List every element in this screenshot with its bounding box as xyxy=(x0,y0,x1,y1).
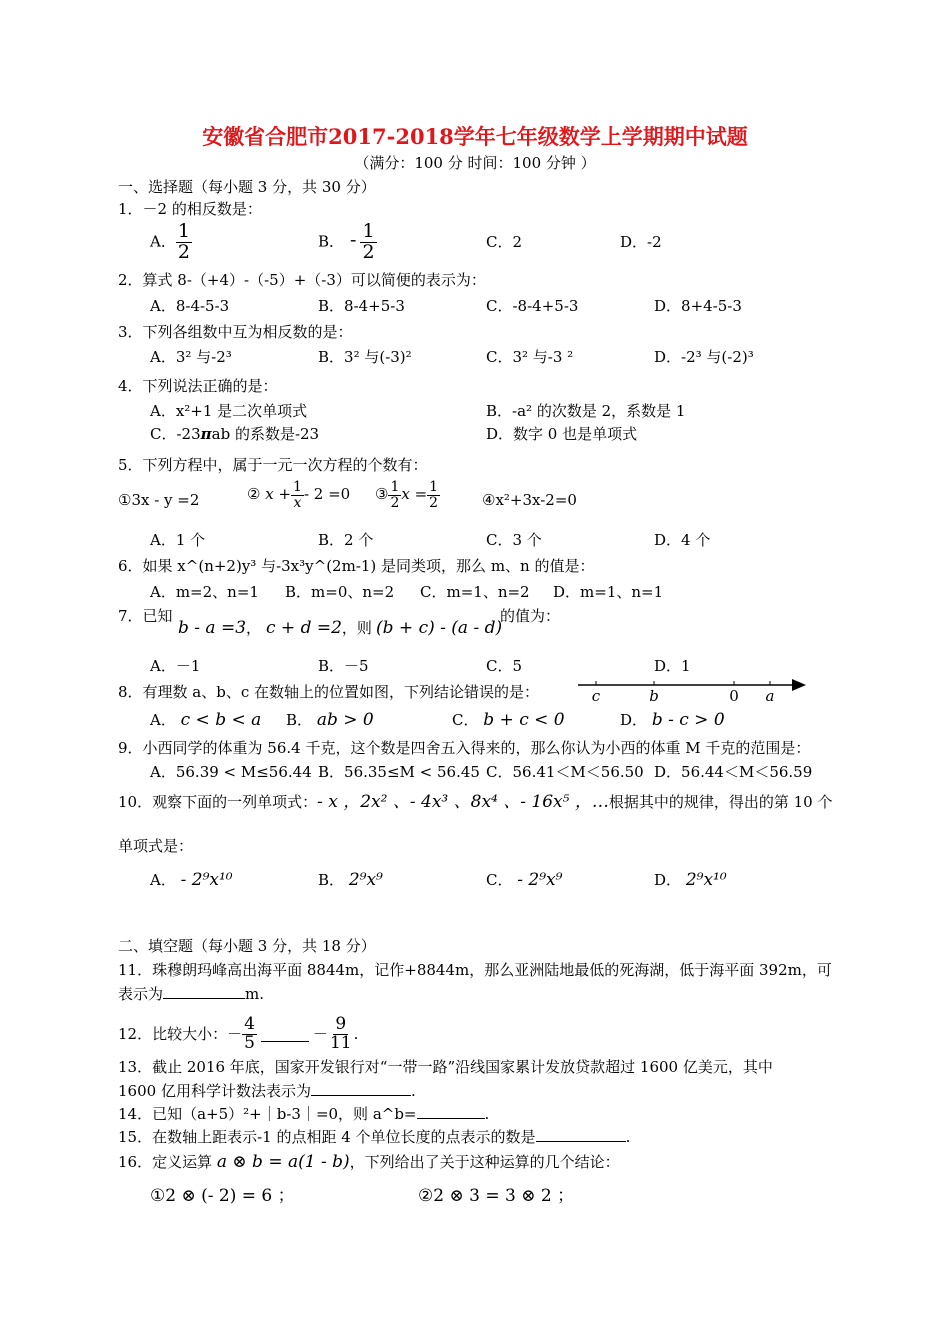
number-line-label-b: b xyxy=(649,687,659,705)
question-1-stem: 1．－2 的相反数是： xyxy=(118,200,262,218)
question-3-option-c: C．3² 与-3 ² xyxy=(486,348,574,366)
question-9-option-c: C．56.41＜M＜56.50 xyxy=(486,763,644,781)
question-7-expression-2: c + d =2，则 xyxy=(266,618,372,638)
question-2-option-a: A．8-4-5-3 xyxy=(150,297,230,315)
question-5-option-d: D．4 个 xyxy=(654,531,711,549)
number-line-label-0: 0 xyxy=(729,687,739,705)
question-3-option-b: B．3² 与(-3)² xyxy=(318,348,412,366)
question-4-option-a: A．x²+1 是二次单项式 xyxy=(150,402,308,420)
question-8-option-d: D． b - c > 0 xyxy=(620,710,725,730)
question-7-option-d: D．1 xyxy=(654,657,691,675)
question-5-equation-2: ② x + $\frac{1}{x}$ - 2 =0 xyxy=(247,479,351,511)
question-5-equation-1: ①3x - y =2 xyxy=(118,491,200,509)
question-11-line-1: 11．珠穆朗玛峰高出海平面 8844m，记作+8844m，那么亚洲陆地最低的死海湖，低于海平面 392m，可 xyxy=(118,961,832,979)
page-subtitle: （满分：100 分 时间：100 分钟 ） xyxy=(354,154,596,172)
question-12: 12．比较大小：－ $\frac{4}{5}$ － $\frac{9}{11}$ . xyxy=(118,1013,359,1053)
question-8-stem: 8．有理数 a、b、c 在数轴上的位置如图，下列结论错误的是： xyxy=(118,683,540,701)
question-2-stem: 2．算式 8-（+4）-（-5）+（-3）可以简便的表示为： xyxy=(118,271,486,289)
question-1-option-d: D．-2 xyxy=(620,233,662,251)
question-9-option-a: A．56.39 < M≤56.44 xyxy=(150,763,312,781)
question-3-option-d: D．-2³ 与(-2)³ xyxy=(654,348,754,366)
question-10-option-a: A． - 2⁹x¹⁰ xyxy=(150,870,233,890)
page-title: 安徽省合肥市2017-2018学年七年级数学上学期期中试题 xyxy=(202,124,748,149)
question-10-option-b: B． 2⁹x⁹ xyxy=(318,870,383,890)
question-10-option-c: C． - 2⁹x⁹ xyxy=(486,870,563,890)
question-10-stem: 10．观察下面的一列单项式：- x ，2x² 、- 4x³ 、8x⁴ 、- 16x⁵ ，…根据其中的规律，得出的第 10 个 xyxy=(118,792,833,812)
question-2-option-d: D．8+4-5-3 xyxy=(654,297,742,315)
question-5-equation-3: ③ $\frac{1}{2}$ x = $\frac{1}{2}$ xyxy=(375,479,439,511)
question-13-answer-blank[interactable] xyxy=(311,1081,411,1096)
section-heading-choice: 一、选择题（每小题 3 分，共 30 分） xyxy=(118,178,376,196)
question-7-stem-end: 的值为： xyxy=(500,607,561,625)
question-6-option-a: A．m=2、n=1 xyxy=(150,583,259,601)
question-8-option-a: A． c < b < a xyxy=(150,710,262,730)
number-line-arrow xyxy=(792,679,806,691)
question-16-conclusion-1: ①2 ⊗ (- 2) = 6 ； xyxy=(150,1186,295,1206)
question-11-answer-blank[interactable] xyxy=(163,984,245,999)
question-15: 15．在数轴上距表示-1 的点相距 4 个单位长度的点表示的数是 . xyxy=(118,1128,631,1146)
question-5-option-c: C．3 个 xyxy=(486,531,542,549)
question-14: 14．已知（a+5）²+｜b-3｜=0，则 a^b= . xyxy=(118,1105,490,1123)
question-16-conclusion-2: ②2 ⊗ 3 = 3 ⊗ 2 ； xyxy=(418,1186,575,1206)
number-line-label-a: a xyxy=(765,687,775,705)
question-3-stem: 3．下列各组数中互为相反数的是： xyxy=(118,323,353,341)
question-4-option-c: C．-23πab 的系数是-23 xyxy=(150,425,320,443)
question-14-answer-blank[interactable] xyxy=(417,1104,485,1119)
question-12-answer-blank[interactable] xyxy=(261,1027,309,1042)
question-8-option-c: C． b + c < 0 xyxy=(452,710,565,730)
question-6-option-c: C．m=1、n=2 xyxy=(420,583,530,601)
question-13-line-1: 13．截止 2016 年底，国家开发银行对“一带一路”沿线国家累计发放贷款超过 1600 亿美元，其中 xyxy=(118,1058,773,1076)
question-6-option-b: B．m=0、n=2 xyxy=(285,583,395,601)
question-7-stem: 7．已知 xyxy=(118,607,173,625)
question-7-option-c: C．5 xyxy=(486,657,523,675)
question-7-option-b: B．－5 xyxy=(318,657,369,675)
question-15-answer-blank[interactable] xyxy=(536,1127,626,1142)
question-5-equation-4: ④x²+3x-2=0 xyxy=(482,491,577,509)
question-4-stem: 4．下列说法正确的是： xyxy=(118,377,278,395)
question-10-terms: - x ，2x² 、- 4x³ 、8x⁴ 、- 16x⁵ ，… xyxy=(317,792,609,812)
question-3-option-a: A．3² 与-2³ xyxy=(150,348,232,366)
question-1-option-b: B． - $\frac{1}{2}$ xyxy=(318,220,375,263)
question-11-line-2: 表示为 m. xyxy=(118,985,265,1003)
section-heading-fill-in: 二、填空题（每小题 3 分，共 18 分） xyxy=(118,937,376,955)
question-9-stem: 9．小西同学的体重为 56.4 千克，这个数是四舍五入得来的，那么你认为小西的体重 M 千克的范围是： xyxy=(118,739,811,757)
number-line-label-c: c xyxy=(591,687,601,705)
question-8-option-b: B． ab > 0 xyxy=(286,710,374,730)
question-4-option-d: D．数字 0 也是单项式 xyxy=(486,425,638,443)
question-6-stem: 6．如果 x^(n+2)y³ 与-3x³y^(2m-1) 是同类项，那么 m、n 的值是： xyxy=(118,557,595,575)
question-7-option-a: A．－1 xyxy=(150,657,201,675)
question-13-line-2: 1600 亿用科学计数法表示为 . xyxy=(118,1082,416,1100)
question-10-option-d: D． 2⁹x¹⁰ xyxy=(654,870,727,890)
question-5-stem: 5．下列方程中，属于一元一次方程的个数有： xyxy=(118,456,428,474)
question-2-option-b: B．8-4+5-3 xyxy=(318,297,405,315)
question-16: 16．定义运算 a ⊗ b = a(1 - b)，下列给出了关于这种运算的几个结论： xyxy=(118,1152,620,1172)
question-7-expression-3: (b + c) - (a - d) xyxy=(376,618,503,638)
question-7-expression-1: b - a =3， xyxy=(178,618,262,638)
question-5-option-a: A．1 个 xyxy=(150,531,206,549)
question-1-option-a: A． $\frac{1}{2}$ xyxy=(150,220,190,263)
question-5-option-b: B．2 个 xyxy=(318,531,374,549)
question-9-option-b: B．56.35≤M < 56.45 xyxy=(318,763,480,781)
question-10-stem-continued: 单项式是： xyxy=(118,837,194,855)
question-6-option-d: D．m=1、n=1 xyxy=(553,583,664,601)
question-9-option-d: D．56.44＜M＜56.59 xyxy=(654,763,813,781)
number-line-figure xyxy=(576,674,810,708)
question-4-option-b: B．-a² 的次数是 2，系数是 1 xyxy=(486,402,686,420)
question-1-option-c: C．2 xyxy=(486,233,523,251)
question-2-option-c: C．-8-4+5-3 xyxy=(486,297,579,315)
